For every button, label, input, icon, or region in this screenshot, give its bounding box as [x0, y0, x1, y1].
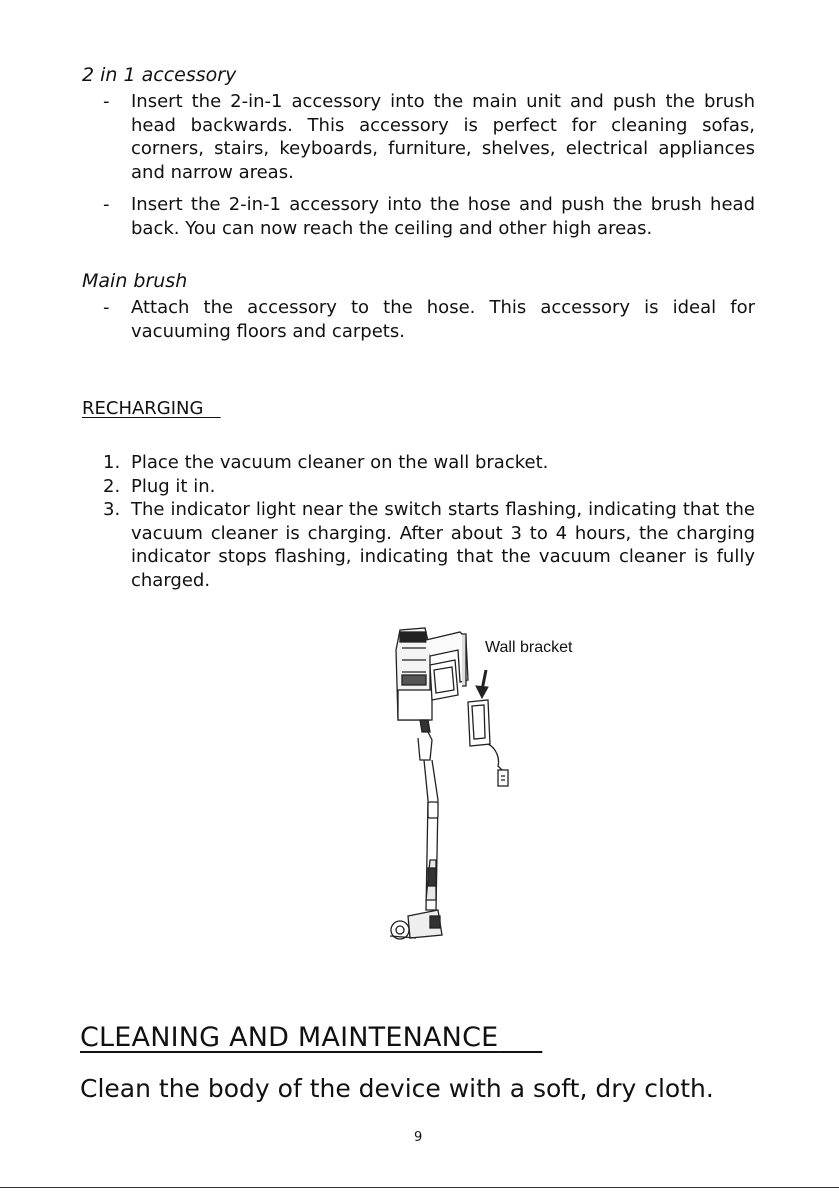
heading-text: RECHARGING	[82, 398, 204, 419]
bullet-text: Insert the 2-in-1 accessory into the hose and push the brush head back. You can now reach the ceiling and other high areas.	[131, 194, 755, 239]
list-item	[103, 498, 755, 592]
list-item	[103, 475, 755, 499]
bullet-dash: -	[103, 194, 110, 215]
step-number: 1.	[103, 452, 121, 473]
list-item	[103, 451, 755, 475]
step-text: Place the vacuum cleaner on the wall bracket.	[131, 452, 549, 473]
section-heading-recharging	[82, 398, 221, 419]
list-item	[103, 193, 755, 240]
bullet-dash: -	[103, 91, 110, 112]
section-title-main-brush: Main brush	[82, 270, 188, 292]
bottom-rule	[0, 1187, 839, 1188]
section-title-2in1: 2 in 1 accessory	[82, 64, 237, 86]
step-number: 2.	[103, 476, 121, 497]
vacuum-wall-bracket-illustration	[370, 620, 610, 950]
page-number: 9	[414, 1130, 423, 1145]
step-text: Plug it in.	[131, 476, 216, 497]
cleaning-instruction: Clean the body of the device with a soft, dry cloth.	[80, 1074, 714, 1103]
bullet-text: Insert the 2-in-1 accessory into the main unit and push the brush head backwards. This accessory is perfect for cleaning sofas, corners, stairs, keyboards, furniture, shelves, electrical appliances and narrow areas.	[131, 91, 755, 183]
step-number: 3.	[103, 499, 121, 520]
figure-label-wall-bracket: Wall bracket	[485, 639, 573, 656]
heading-text: CLEANING AND MAINTENANCE	[80, 1022, 499, 1053]
step-text: The indicator light near the switch starts flashing, indicating that the vacuum cleaner is charging. After about 3 to 4 hours, the charging indicator stops flashing, indicating that the vacuum cleaner is fully charged.	[131, 499, 755, 591]
section-heading-cleaning	[80, 1022, 542, 1053]
list-item	[103, 90, 755, 184]
bullet-text: Attach the accessory to the hose. This accessory is ideal for vacuuming floors and carpets.	[131, 297, 755, 342]
bullet-dash: -	[103, 297, 110, 318]
list-item	[103, 296, 755, 343]
